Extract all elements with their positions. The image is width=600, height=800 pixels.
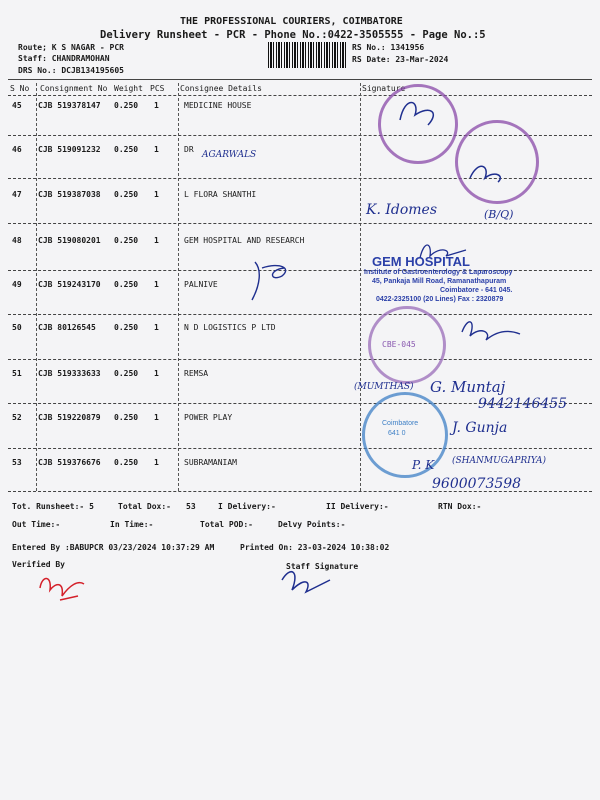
row-pcs: 1 (154, 190, 159, 199)
row-consignee: REMSA (184, 369, 209, 378)
handwritten-k-lohmes: K. Idomes (366, 202, 438, 218)
i-delivery: I Delivery:- (218, 502, 276, 511)
row-weight: 0.250 (114, 101, 139, 110)
handwritten-pk: P. K (412, 458, 435, 472)
gem-stamp-line4: 0422-2325100 (20 Lines) Fax : 2320879 (376, 296, 504, 303)
drs-number: DRS No.: DCJB134195605 (18, 66, 124, 75)
row-pcs: 1 (154, 101, 159, 110)
printed-on: Printed On: 23-03-2024 10:38:02 (240, 543, 390, 552)
verified-by-label: Verified By (12, 560, 65, 569)
row-sno: 49 (12, 280, 22, 289)
row-consignment: CJB 519243170 (38, 280, 101, 289)
row-consignment: CJB 519378147 (38, 101, 101, 110)
row-weight: 0.250 (114, 190, 139, 199)
runsheet-subtitle: Delivery Runsheet - PCR - Phone No.:0422-3505555 - Page No.:5 (100, 29, 486, 41)
total-pod: Total POD:- (200, 520, 253, 529)
handwritten-phone1: 9442146455 (478, 396, 568, 412)
row-consignee: PALNIVE (184, 280, 218, 289)
row-consignment: CJB 519091232 (38, 145, 101, 154)
row-consignment: CJB 80126545 (38, 323, 96, 332)
row-sno: 52 (12, 413, 22, 422)
row-pcs: 1 (154, 323, 159, 332)
nd-logistics-code: CBE-045 (382, 340, 416, 349)
row-pcs: 1 (154, 280, 159, 289)
gem-stamp-line3: Coimbatore - 641 045. (440, 287, 513, 294)
rs-date: RS Date: 23-Mar-2024 (352, 55, 449, 64)
company-title: THE PROFESSIONAL COURIERS, COIMBATORE (180, 16, 403, 27)
row-sno: 46 (12, 145, 22, 154)
col-header-consignment: Consignment No (40, 84, 108, 93)
row-weight: 0.250 (114, 413, 139, 422)
row-sno: 50 (12, 323, 22, 332)
col-header-signature: Signature (362, 84, 406, 93)
row-sno: 51 (12, 369, 22, 378)
row-sno: 48 (12, 236, 22, 245)
row-consignee: POWER PLAY (184, 413, 233, 422)
row-consignee: SUBRAMANIAM (184, 458, 237, 467)
row-sno: 45 (12, 101, 22, 110)
ii-delivery: II Delivery:- (326, 502, 389, 511)
row-consignee: L FLORA SHANTHI (184, 190, 257, 199)
row-consignment: CJB 519333633 (38, 369, 101, 378)
total-dox-value: 53 (186, 502, 196, 511)
row-weight: 0.250 (114, 369, 139, 378)
tot-runsheet: Tot. Runsheet:- 5 (12, 502, 94, 511)
row-weight: 0.250 (114, 323, 139, 332)
row-pcs: 1 (154, 458, 159, 467)
gem-stamp-line1: Institute of Gastroenterology & Laparoscopy (364, 269, 513, 276)
handwritten-shanmugapriya: (SHANMUGAPRIYA) (452, 456, 547, 466)
row-weight: 0.250 (114, 280, 139, 289)
row-pcs: 1 (154, 413, 159, 422)
row-consignee: DR (184, 145, 194, 154)
power-play-pin: 641 0 (388, 430, 406, 437)
delvy-points: Delvy Points:- (278, 520, 346, 529)
power-play-city: Coimbatore (382, 420, 419, 427)
rs-number: RS No.: 1341956 (352, 43, 425, 52)
route-label: Route; K S NAGAR - PCR (18, 43, 124, 52)
col-header-consignee: Consignee Details (180, 84, 262, 93)
row-pcs: 1 (154, 145, 159, 154)
row-consignee: MEDICINE HOUSE (184, 101, 252, 110)
col-header-weight: Weight (114, 84, 143, 93)
row-pcs: 1 (154, 236, 159, 245)
out-time: Out Time:- (12, 520, 61, 529)
entered-by: Entered By :BABUPCR 03/23/2024 10:37:29 AM (12, 543, 215, 552)
row-consignment: CJB 519376676 (38, 458, 101, 467)
row-pcs: 1 (154, 369, 159, 378)
total-dox-label: Total Dox:- (118, 502, 171, 511)
col-header-pcs: PCS (150, 84, 165, 93)
col-header-sno: S No (10, 84, 30, 93)
staff-label: Staff: CHANDRAMOHAN (18, 54, 110, 63)
row-consignee: N D LOGISTICS P LTD (184, 323, 276, 332)
row-consignment: CJB 519080201 (38, 236, 101, 245)
gem-stamp-line2: 45, Pankaja Mill Road, Ramanathapuram (372, 278, 507, 285)
in-time: In Time:- (110, 520, 154, 529)
rtn-dox: RTN Dox:- (438, 502, 482, 511)
gem-stamp-title: GEM HOSPITAL (372, 254, 470, 269)
handwritten-bq: (B/Q) (484, 208, 514, 221)
handwritten-phone2: 9600073598 (432, 476, 522, 492)
handwritten-j-gunja: J. Gunja (452, 420, 508, 436)
handwritten-mumthas: (MUMTHAS) (354, 382, 414, 392)
row-weight: 0.250 (114, 236, 139, 245)
row-consignment: CJB 519387038 (38, 190, 101, 199)
row-sno: 47 (12, 190, 22, 199)
handwritten-g-muntaj: G. Muntaj (430, 378, 506, 396)
row-consignment: CJB 519220879 (38, 413, 101, 422)
staff-signature-label: Staff Signature (286, 562, 359, 571)
row-consignee: GEM HOSPITAL AND RESEARCH (184, 236, 305, 245)
row-weight: 0.250 (114, 458, 139, 467)
handwritten-agarwals: AGARWALS (202, 150, 257, 160)
row-weight: 0.250 (114, 145, 139, 154)
row-sno: 53 (12, 458, 22, 467)
